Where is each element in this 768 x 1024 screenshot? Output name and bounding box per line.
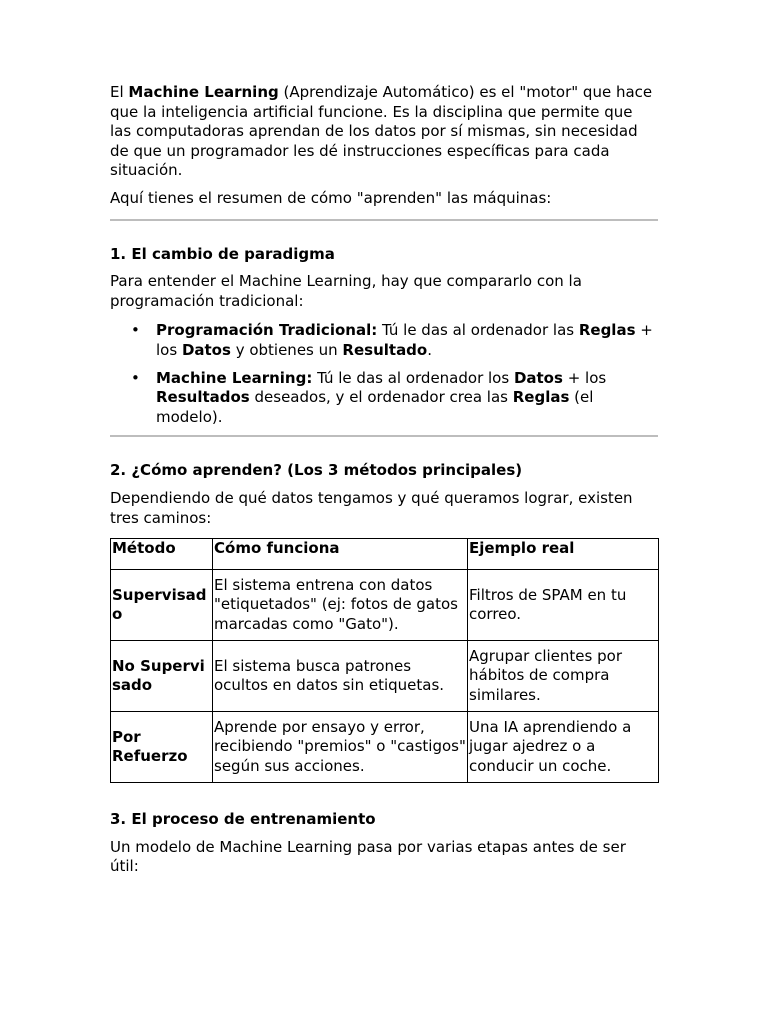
list-item [131,321,658,360]
methods-table [110,538,659,783]
section3-title: 3. El proceso de entrenamiento [110,810,376,829]
table-row [111,641,659,712]
bullet-keyword: Resultado [342,340,428,359]
method-cell: Por Refuerzo [111,712,213,783]
bullet-text: + los [562,368,607,387]
section2-title: 2. ¿Cómo aprenden? (Los 3 métodos principales) [110,461,523,480]
table-row [111,570,659,641]
intro-bold-term: Machine Learning [128,83,279,101]
bullet-label: Machine Learning: [156,368,313,387]
how-cell: El sistema entrena con datos "etiquetados" (ej: fotos de gatos marcadas como "Gato"). [213,570,468,641]
table-header-example: Ejemplo real [468,539,659,570]
bullet-text: Tú le das al ordenador las [377,321,579,340]
intro-paragraph [110,83,658,181]
section-divider [110,219,658,221]
bullet-keyword: Resultados [156,388,250,407]
bullet-keyword: Datos [513,368,563,387]
bullet-text: (el modelo). [156,388,594,426]
bullet-keyword: Datos [181,340,231,359]
how-cell: El sistema busca patrones ocultos en datos sin etiquetas. [213,641,468,712]
method-cell: Supervisado [111,570,213,641]
how-cell: Aprende por ensayo y error, recibiendo "premios" o "castigos" según sus acciones. [213,712,468,783]
intro-text: El [110,83,129,101]
bullet-label: Programación Tradicional: [156,321,378,340]
method-cell: No Supervisado [111,641,213,712]
example-cell: Agrupar clientes por hábitos de compra similares. [468,641,659,712]
table-header-row [111,539,659,570]
table-header-how: Cómo funciona [213,539,468,570]
bullet-icon: • [131,368,140,387]
bullet-text: Tú le das al ordenador los [312,368,514,387]
paradigm-list [110,321,658,427]
list-item [131,368,658,428]
table-row [111,712,659,783]
example-cell: Una IA aprendiendo a jugar ajedrez o a conducir un coche. [468,712,659,783]
bullet-text: + los [156,321,653,359]
bullet-text: y obtienes un [230,340,343,359]
document-content [110,83,658,877]
example-cell: Filtros de SPAM en tu correo. [468,570,659,641]
intro-summary-line: Aquí tienes el resumen de cómo "aprenden" las máquinas: [110,188,552,207]
section3-intro: Un modelo de Machine Learning pasa por varias etapas antes de ser útil: [110,837,626,876]
bullet-icon: • [131,321,140,340]
bullet-keyword: Reglas [512,388,570,407]
section-divider [110,435,658,437]
table-header-method: Método [111,539,213,570]
section1-intro: Para entender el Machine Learning, hay que compararlo con la programación tradicional: [110,272,582,310]
section1-title: 1. El cambio de paradigma [110,244,335,263]
bullet-text: . [427,340,433,359]
bullet-keyword: Reglas [578,321,636,340]
section2-intro: Dependiendo de qué datos tengamos y qué queramos lograr, existen tres caminos: [110,488,633,527]
bullet-text: deseados, y el ordenador crea las [249,388,513,407]
intro-text-rest: (Aprendizaje Automático) es el "motor" que hace que la inteligencia artificial funcione. Es la disciplina que permite que las computadoras aprendan de los datos por sí mismas, sin necesidad de que un programador les dé instrucciones específicas para cada situación. [110,83,653,180]
